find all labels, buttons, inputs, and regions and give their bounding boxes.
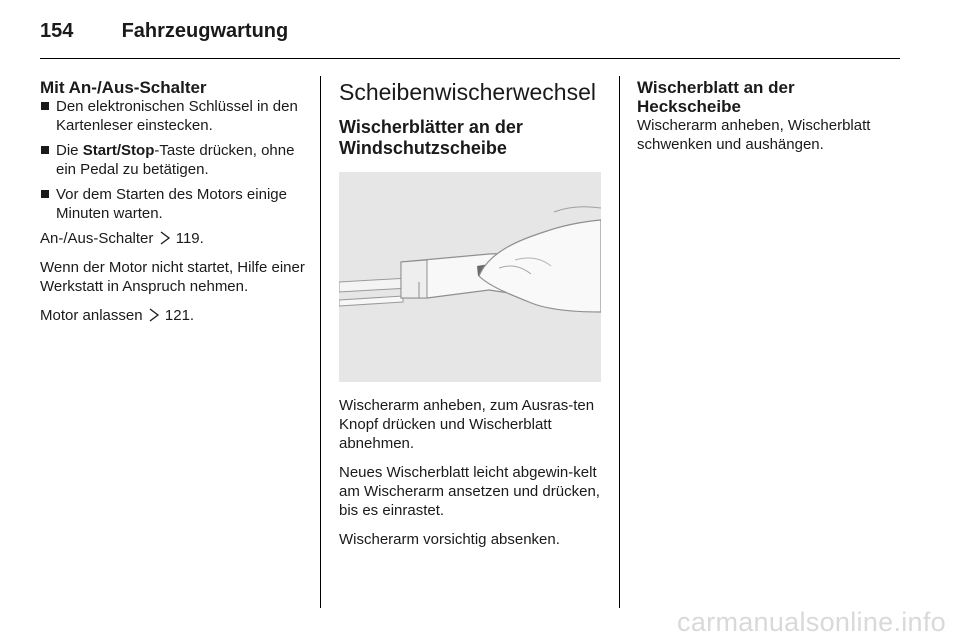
bullet-square-icon	[41, 190, 49, 198]
header-rule	[40, 58, 900, 59]
paragraph-attach-blade: Neues Wischerblatt leicht abgewin-kelt am Wischerarm ansetzen und drücken, bis es einrastet.	[339, 464, 600, 519]
paragraph-rear-wiper: Wischerarm anheben, Wischerblatt schwenken und aushängen.	[637, 117, 871, 153]
list-item-text-suffix: -Taste drücken, ohne ein Pedal zu betätigen.	[56, 142, 295, 178]
site-watermark: carmanualsonline.info	[677, 607, 946, 637]
page-reference-arrow-icon	[159, 231, 171, 245]
page-number: 154	[40, 20, 74, 42]
list-item-text-prefix: Die	[56, 142, 83, 159]
paragraph-lower-arm: Wischerarm vorsichtig absenken.	[339, 531, 560, 548]
list-item	[40, 185, 306, 223]
reference-page: 121.	[164, 307, 195, 324]
cross-reference-start-engine[interactable]	[40, 306, 306, 325]
page-reference-arrow-icon	[148, 308, 160, 322]
instruction-list	[40, 97, 306, 223]
right-column	[637, 78, 899, 164]
reference-text: Motor anlassen	[40, 307, 143, 324]
subsection-heading-windscreen: Wischerblätter an der Windschutzscheibe	[339, 117, 523, 158]
wiper-release-figure	[339, 172, 601, 382]
reference-page: 119.	[175, 230, 204, 247]
bullet-square-icon	[41, 102, 49, 110]
cross-reference-switch[interactable]	[40, 229, 306, 248]
chapter-heading: Scheibenwischerwechsel	[339, 79, 596, 105]
paragraph-remove-blade: Wischerarm anheben, zum Ausras-ten Knopf drücken und Wischerblatt abnehmen.	[339, 397, 595, 452]
subsection-heading-rear-window: Wischerblatt an der Heckscheibe	[637, 78, 795, 116]
paragraph-no-start: Wenn der Motor nicht startet, Hilfe einer Werkstatt in Anspruch nehmen.	[40, 259, 305, 295]
column-divider-2	[619, 76, 620, 608]
wiper-blade-illustration	[339, 172, 601, 382]
section-heading-switch: Mit An-/Aus-Schalter	[40, 78, 207, 97]
bullet-square-icon	[41, 146, 49, 154]
reference-text: An-/Aus-Schalter	[40, 230, 154, 247]
list-item-text: Vor dem Starten des Motors einige Minuten warten.	[56, 186, 287, 222]
page-section-title: Fahrzeugwartung	[121, 20, 289, 42]
start-stop-label: Start/Stop	[82, 142, 155, 159]
page-header	[40, 20, 288, 43]
middle-column	[339, 78, 603, 559]
list-item	[40, 141, 306, 179]
list-item	[40, 97, 306, 135]
list-item-text: Den elektronischen Schlüssel in den Kartenleser einstecken.	[56, 98, 298, 134]
left-column	[40, 78, 306, 335]
column-divider-1	[320, 76, 321, 608]
